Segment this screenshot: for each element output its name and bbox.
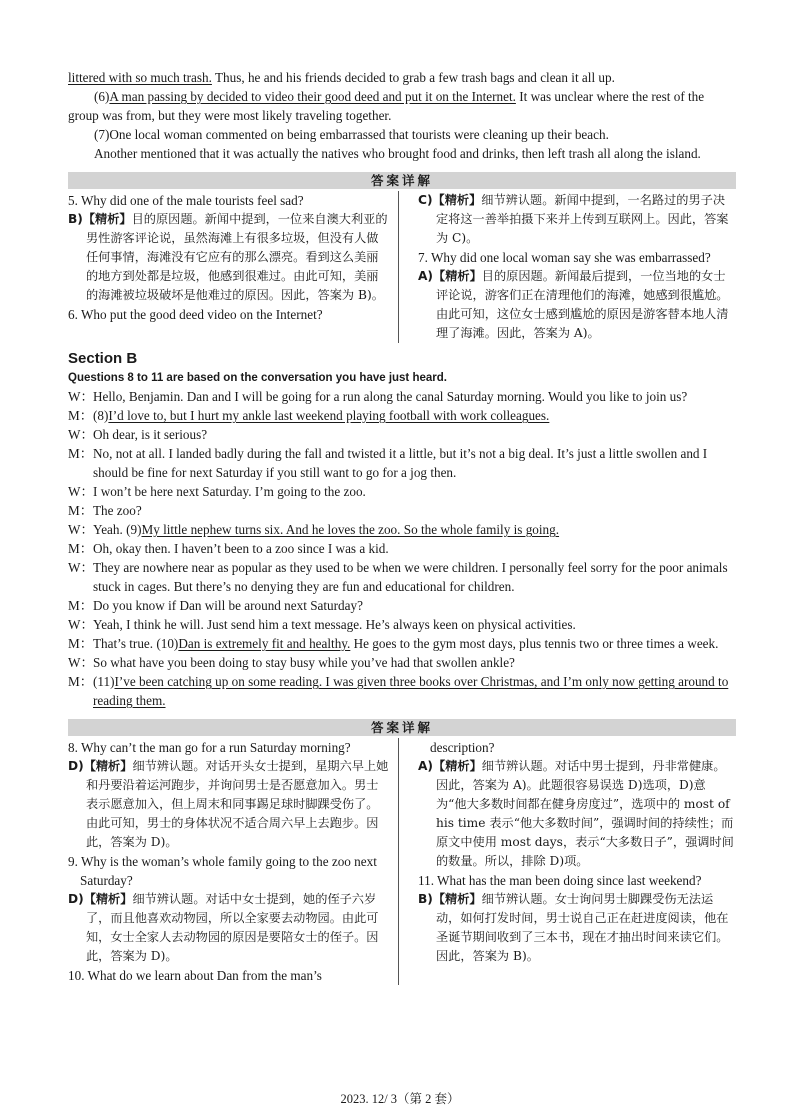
explanation-text: 细节辨认题。对话中男士提到，丹非常健康。因此，答案为 A)。此题很容易误选 D)选项，D)意为“他大多数时间都在健身房度过”，选项中的 most of his time 表示“他大多数时间”，强调时间的持续性；而原文中使用 most days，表示“大多数日子”，强调时间的数量。所以，排除 D)项。 (436, 759, 734, 868)
explanation-tag: 【精析】 (432, 193, 482, 207)
question: 6. Who put the good deed video on the Internet? (68, 307, 323, 322)
answer-explanation-band-b: 答案详解 (68, 719, 736, 736)
explanation-text: 目的原因题。新闻中提到，一位来自澳大利亚的男性游客评论说，虽然海滩上有很多垃圾，但没有人做任何事情，海滩没有它应有的那么漂亮。看到这么美丽的地方到处都是垃圾，他感到很难过。由此可知，美丽的海滩被垃圾破坏是他难过的原因。因此，答案为 B)。 (86, 212, 388, 302)
conversation (68, 387, 736, 710)
dialogue-text: (11) (93, 674, 115, 689)
explanation-tag: 【精析】 (433, 759, 482, 773)
dialogue-text: Yeah, I think he will. Just send him a text message. He’s always keen on physical activities. (93, 617, 576, 632)
dialogue-text: So what have you been doing to stay busy while you’ve had that swollen ankle? (93, 655, 515, 670)
dialogue-line (68, 634, 736, 653)
underlined-answer-text: Dan is extremely fit and healthy. (178, 636, 351, 651)
dialogue-text: They are nowhere near as popular as they used to be when we were children. I personally feel sorry for the poor animals stuck in cages. But there’s no denying they are fun and educational for children. (93, 560, 728, 594)
speaker-label: M： (68, 408, 93, 423)
speaker-label: W： (68, 522, 94, 537)
speaker-label: W： (68, 484, 94, 499)
answers-section-a (68, 191, 736, 343)
explanation-tag: 【精析】 (83, 759, 133, 773)
dialogue-line (68, 615, 736, 634)
question-continuation: description? (430, 740, 495, 755)
dialogue-line (68, 482, 736, 501)
dialogue-line (68, 425, 736, 444)
explanation-text: 细节辨认题。对话中女士提到，她的侄子六岁了，而且他喜欢动物园，所以全家要去动物园。由此可知，女士全家人去动物园的原因是要陪女士的侄子。因此，答案为 D)。 (86, 892, 379, 963)
speaker-label: M： (68, 636, 93, 651)
dialogue-text: Oh, okay then. I haven’t been to a zoo since I was a kid. (93, 541, 389, 556)
answer-letter: D) (68, 892, 84, 906)
dialogue-text: Oh dear, is it serious? (93, 427, 208, 442)
dialogue-line (68, 501, 736, 520)
dialogue-text: That’s true. (10) (93, 636, 179, 651)
passage-paragraph-7: (7)One local woman commented on being embarrassed that tourists were cleaning up their beach. (94, 127, 609, 142)
answer-explanation-band-a: 答案详解 (68, 172, 736, 189)
answers-b-right-column (412, 738, 736, 985)
question: 10. What do we learn about Dan from the man’s (68, 968, 322, 983)
answer-explanation (418, 890, 736, 966)
answer-letter: A) (418, 759, 434, 773)
dialogue-line (68, 406, 736, 425)
question: 11. What has the man been doing since last weekend? (418, 873, 702, 888)
answer-letter: B) (418, 892, 433, 906)
dialogue-line (68, 672, 736, 710)
dialogue-line (68, 653, 736, 672)
answer-explanation (418, 757, 736, 871)
underlined-answer-text: My little nephew turns six. And he loves the zoo. So the whole family is going. (141, 522, 560, 537)
speaker-label: W： (68, 389, 94, 404)
dialogue-text: Do you know if Dan will be around next Saturday? (93, 598, 363, 613)
speaker-label: W： (68, 427, 94, 442)
section-title: Section B (68, 350, 138, 367)
dialogue-text: I won’t be here next Saturday. I’m going to the zoo. (93, 484, 366, 499)
answer-letter: C) (418, 193, 433, 207)
dialogue-line (68, 596, 736, 615)
passage-line-0: littered with so much trash. Thus, he and his friends decided to grab a few trash bags and clean it all up. (68, 70, 615, 85)
answer-letter: D) (68, 759, 84, 773)
passage-paragraph-8: Another mentioned that it was actually the natives who brought food and drinks, then left trash all along the island. (94, 146, 701, 161)
question: 9. Why is the woman’s whole family going to the zoo next Saturday? (68, 854, 377, 888)
explanation-text: 细节辨认题。新闻中提到，一名路过的男子决定将这一善举拍摄下来并上传到互联网上。因此，答案为 C)。 (436, 193, 729, 245)
speaker-label: M： (68, 674, 93, 689)
answers-section-b (68, 738, 736, 985)
explanation-tag: 【精析】 (82, 212, 132, 226)
answers-b-left-column (68, 738, 399, 985)
question: 5. Why did one of the male tourists feel sad? (68, 193, 304, 208)
dialogue-text: Yeah. (9) (93, 522, 142, 537)
question: 7. Why did one local woman say she was embarrassed? (418, 250, 711, 265)
dialogue-text-rest: He goes to the gym most days, plus tennis two or three times a week. (350, 636, 719, 651)
page-footer: 2023. 12/ 3（第 2 套） (340, 1092, 460, 1106)
question: 8. Why can’t the man go for a run Saturday morning? (68, 740, 351, 755)
dialogue-line (68, 558, 736, 596)
answer-explanation (418, 267, 736, 343)
dialogue-line (68, 520, 736, 539)
speaker-label: M： (68, 446, 93, 461)
dialogue-text: (8) (93, 408, 109, 423)
page-body (68, 68, 736, 985)
section-subtitle: Questions 8 to 11 are based on the conversation you have just heard. (68, 372, 447, 384)
passage-paragraph-6: (6)A man passing by decided to video their good deed and put it on the Internet. It was unclear where the rest of the group was from, but they were most likely traveling together. (68, 89, 705, 123)
answer-letter: A) (418, 269, 434, 283)
explanation-tag: 【精析】 (433, 269, 482, 283)
speaker-label: M： (68, 503, 93, 518)
dialogue-line (68, 387, 736, 406)
dialogue-line (68, 444, 736, 482)
answer-explanation (68, 890, 390, 966)
dialogue-text: The zoo? (93, 503, 142, 518)
explanation-tag: 【精析】 (83, 892, 133, 906)
speaker-label: W： (68, 617, 94, 632)
speaker-label: W： (68, 560, 94, 575)
explanation-text: 细节辨认题。女士询问男士脚踝受伤无法运动，如何打发时间，男士说自己正在赶进度阅读，他在圣诞节期间收到了三本书，现在才抽出时间来读它们。因此，答案为 B)。 (436, 892, 729, 963)
explanation-text: 目的原因题。新闻最后提到，一位当地的女士评论说，游客们正在清理他们的海滩，她感到很尴尬。由此可知，这位女士感到尴尬的原因是游客替本地人清理了海滩。因此，答案为 A)。 (436, 269, 729, 340)
answer-letter: B) (68, 212, 83, 226)
answer-explanation (68, 757, 390, 852)
answers-a-right-column (412, 191, 736, 343)
speaker-label: W： (68, 655, 94, 670)
underlined-answer-text: I’d love to, but I hurt my ankle last weekend playing football with work colleagues. (108, 408, 550, 423)
answer-explanation (68, 210, 390, 305)
dialogue-line (68, 539, 736, 558)
underlined-answer-text: I’ve been catching up on some reading. I was given three books over Christmas, and I’m only now getting around to reading them. (93, 674, 729, 708)
dialogue-text: No, not at all. I landed badly during the fall and twisted it a little, but it’s not a big deal. It’s just a little swollen and I should be fine for next Saturday if you still want to go for a jog then. (93, 446, 708, 480)
answers-a-left-column (68, 191, 399, 343)
speaker-label: M： (68, 598, 93, 613)
explanation-text: 细节辨认题。对话开头女士提到，星期六早上她和丹要沿着运河跑步，并询问男士是否愿意加入。男士表示愿意加入，但上周末和同事踢足球时脚踝受伤了。由此可知，男士的身体状况不适合周六早上去跑步。因此，答案为 D)。 (86, 759, 389, 849)
dialogue-text: Hello, Benjamin. Dan and I will be going for a run along the canal Saturday morning. Would you like to join us? (93, 389, 688, 404)
explanation-tag: 【精析】 (432, 892, 482, 906)
speaker-label: M： (68, 541, 93, 556)
answer-explanation (418, 191, 736, 248)
